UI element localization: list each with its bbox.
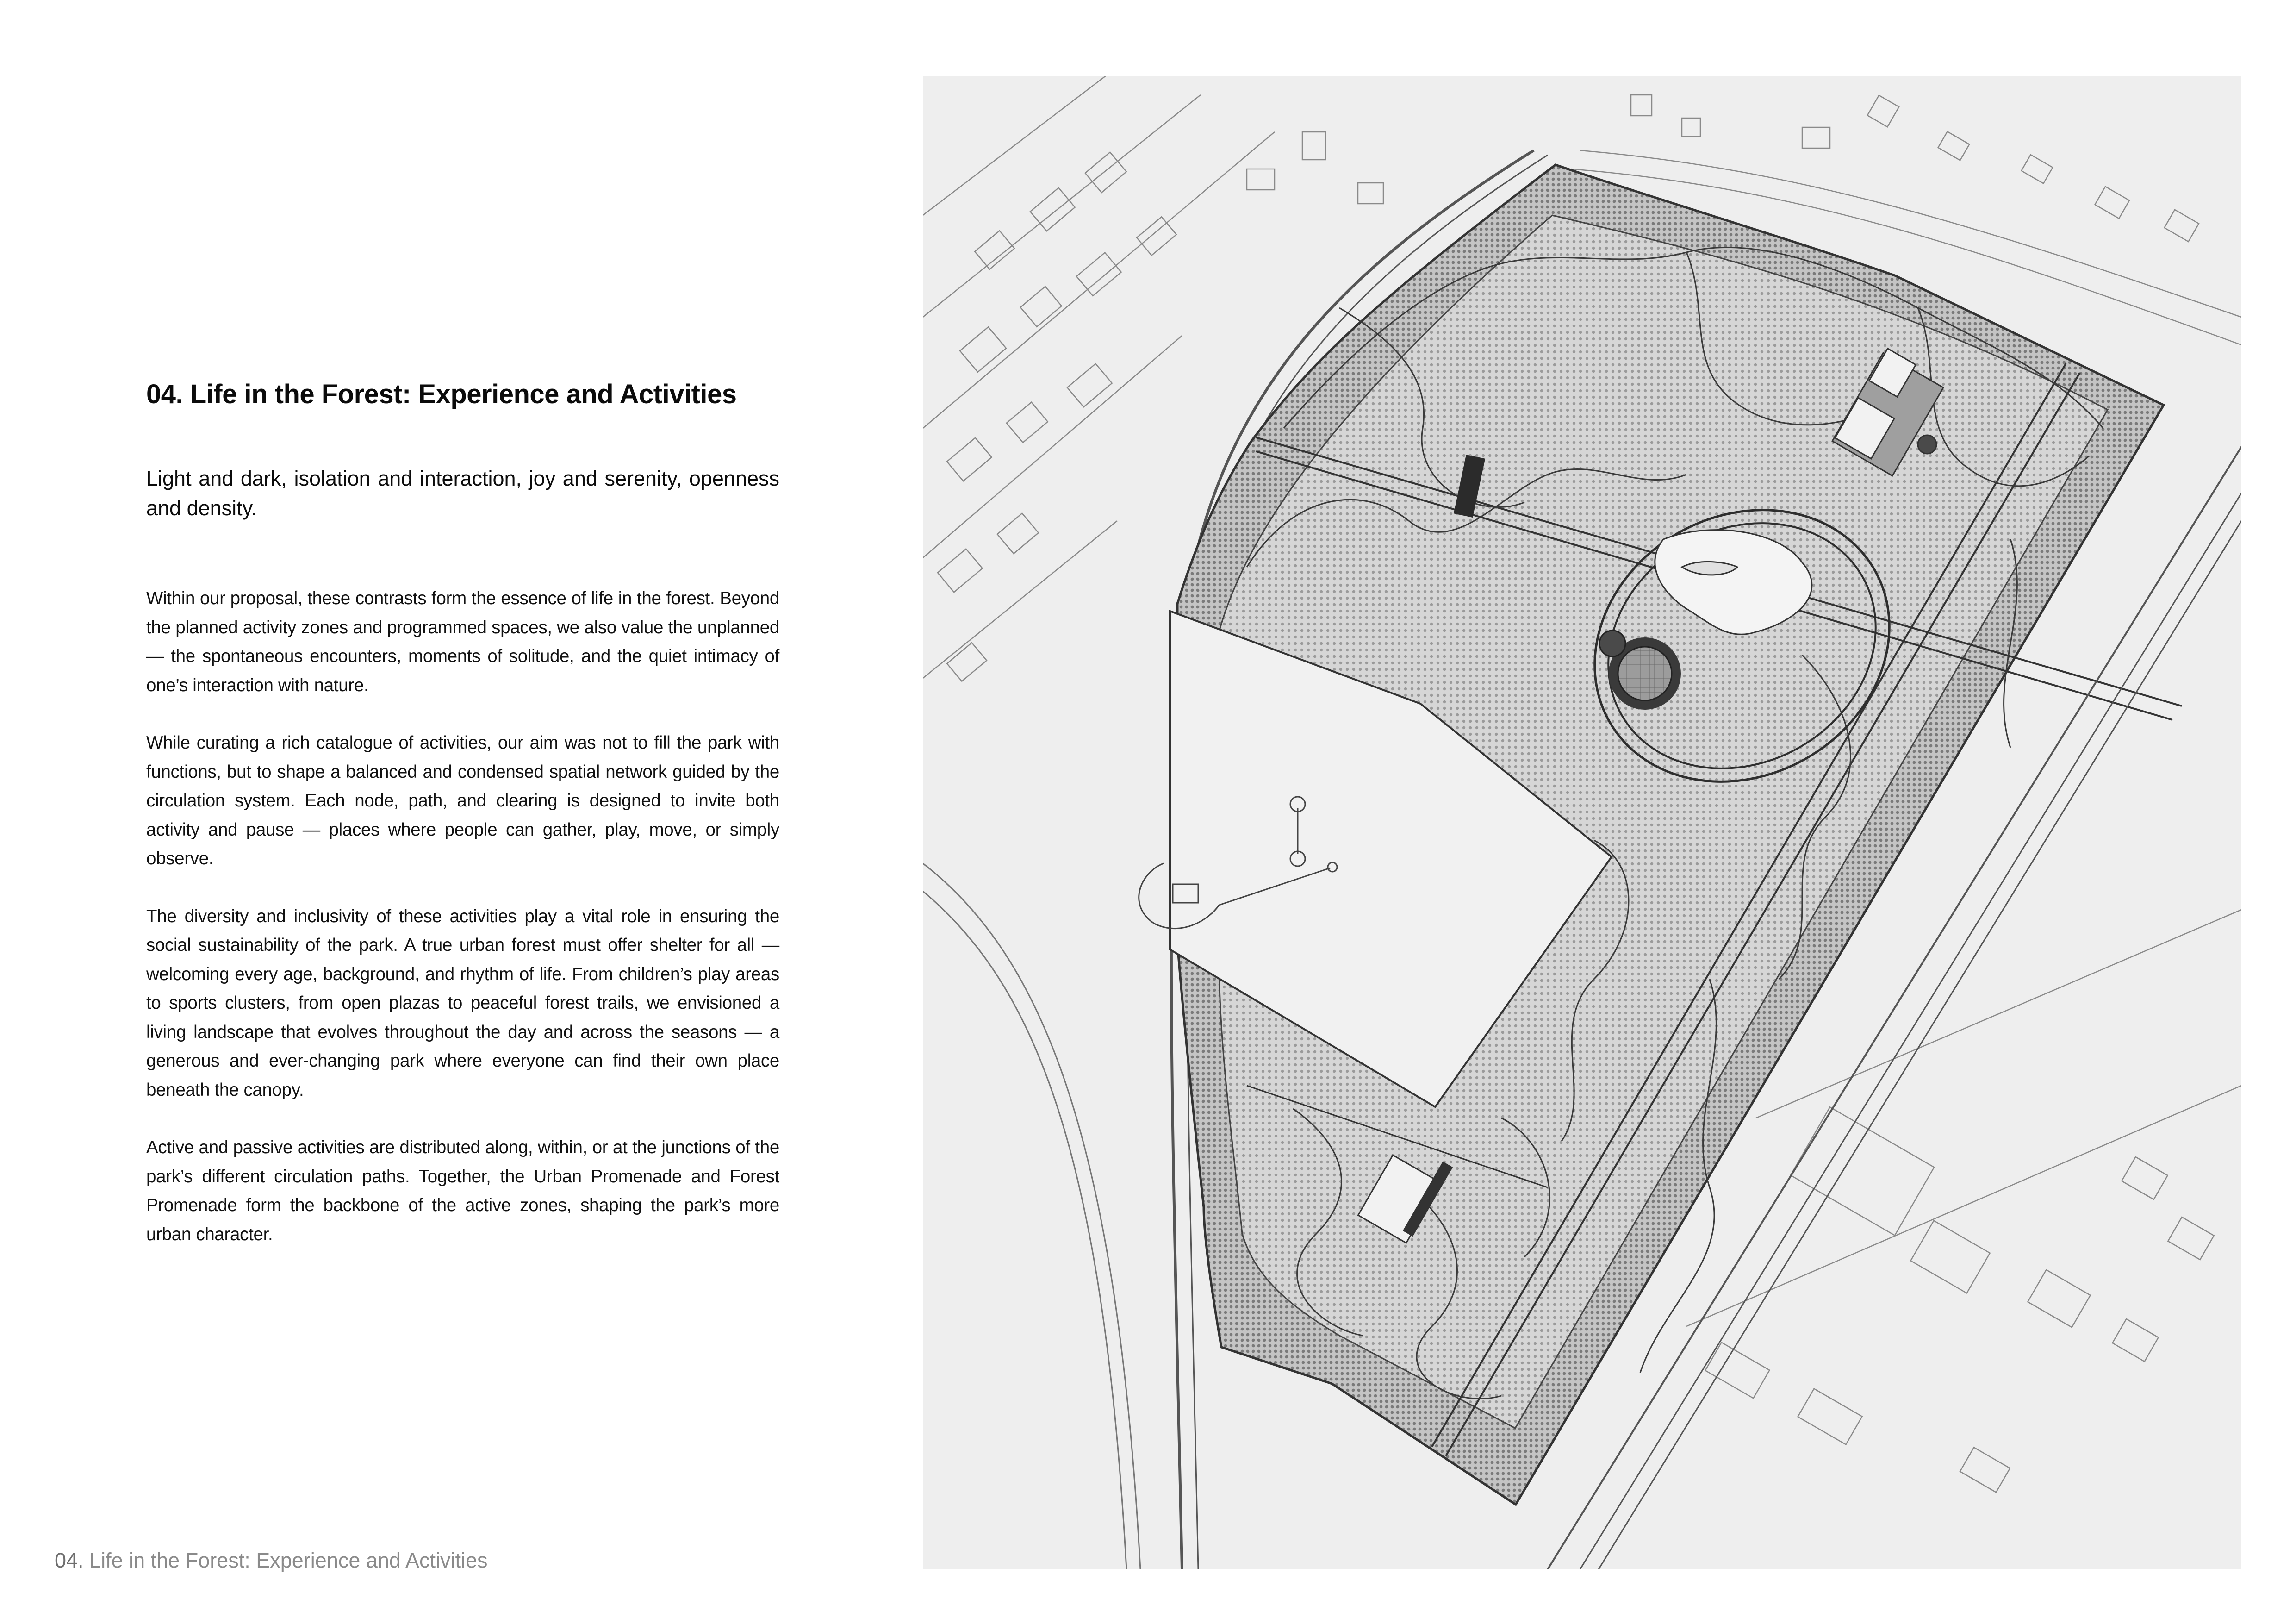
body-paragraph-1: Within our proposal, these contrasts form the essence of life in the forest. Beyond the planned activity zones and programmed spaces, we also value the unplanned — the spontaneous encounters, moments of solitude, and the quiet intimacy of one’s interaction with nature. [146,588,779,695]
body-paragraph-4: Active and passive activities are distributed along, within, or at the junctions of the park’s different circulation paths. Together, the Urban Promenade and Forest Promenade form the backbone of the active zones, shaping the park’s more urban character. [146,1137,779,1244]
footer-section-number: 04. [55,1549,84,1572]
site-plan-drawing [923,76,2241,1569]
page-footer [55,1549,488,1573]
site-plan [923,76,2241,1569]
text-column [146,376,779,1244]
body-paragraph-2: While curating a rich catalogue of activities, our aim was not to fill the park with functions, but to shape a balanced and condensed spatial network guided by the circulation system. Each node, path, and clearing is designed to invite both activity and pause — places where people can gather, play, move, or simply observe. [146,733,779,868]
body-paragraph-3: The diversity and inclusivity of these activities play a vital role in ensuring the social sustainability of the park. A true urban forest must offer shelter for all — welcoming every age, background, and rhythm of life. From children’s play areas to sports clusters, from open plazas to peaceful forest trails, we envisioned a living landscape that evolves throughout the day and across the seasons — a generous and ever-changing park where everyone can find their own place beneath the canopy. [146,906,779,1100]
body-text [146,584,779,1278]
footer-section-title: Life in the Forest: Experience and Activities [83,1549,488,1572]
section-title: 04. Life in the Forest: Experience and Activities [146,379,737,409]
lead-paragraph: Light and dark, isolation and interaction, joy and serenity, openness and density. [146,467,779,520]
